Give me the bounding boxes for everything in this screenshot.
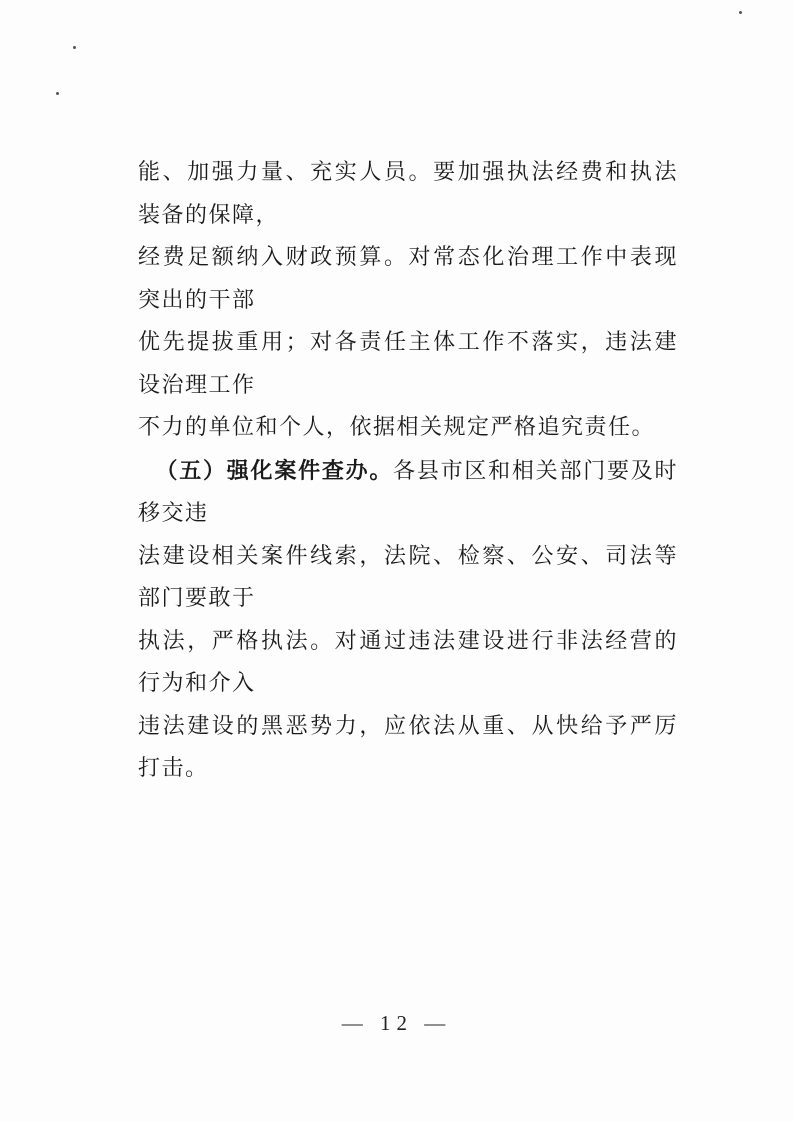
scan-speck: [56, 92, 59, 95]
text-line: 执法，严格执法。对通过违法建设进行非法经营的行为和介入: [138, 628, 678, 696]
paragraph-2: [138, 450, 678, 791]
text-line: 能、加强力量、充实人员。要加强执法经费和执法装备的保障，: [138, 160, 678, 228]
page-number: — 12 —: [341, 1011, 452, 1035]
text-line: 违法建设的黑恶势力，应依法从重、从快给予严厉打击。: [138, 713, 678, 781]
section-heading: （五）强化案件查办。: [155, 457, 394, 484]
scan-speck: [73, 46, 76, 49]
text-line: 法建设相关案件线索，法院、检察、公安、司法等部门要敢于: [138, 543, 678, 611]
text-line: 各县市区和相关部门要及时移交违: [138, 458, 678, 526]
scan-speck: [739, 11, 742, 14]
text-line: 经费足额纳入财政预算。对常态化治理工作中表现突出的干部: [138, 245, 678, 313]
text-line: 优先提拔重用；对各责任主体工作不落实，违法建设治理工作: [138, 330, 678, 398]
paragraph-1: [138, 152, 678, 450]
text-line: 不力的单位和个人，依据相关规定严格追究责任。: [138, 415, 656, 440]
body-text: [138, 152, 678, 791]
